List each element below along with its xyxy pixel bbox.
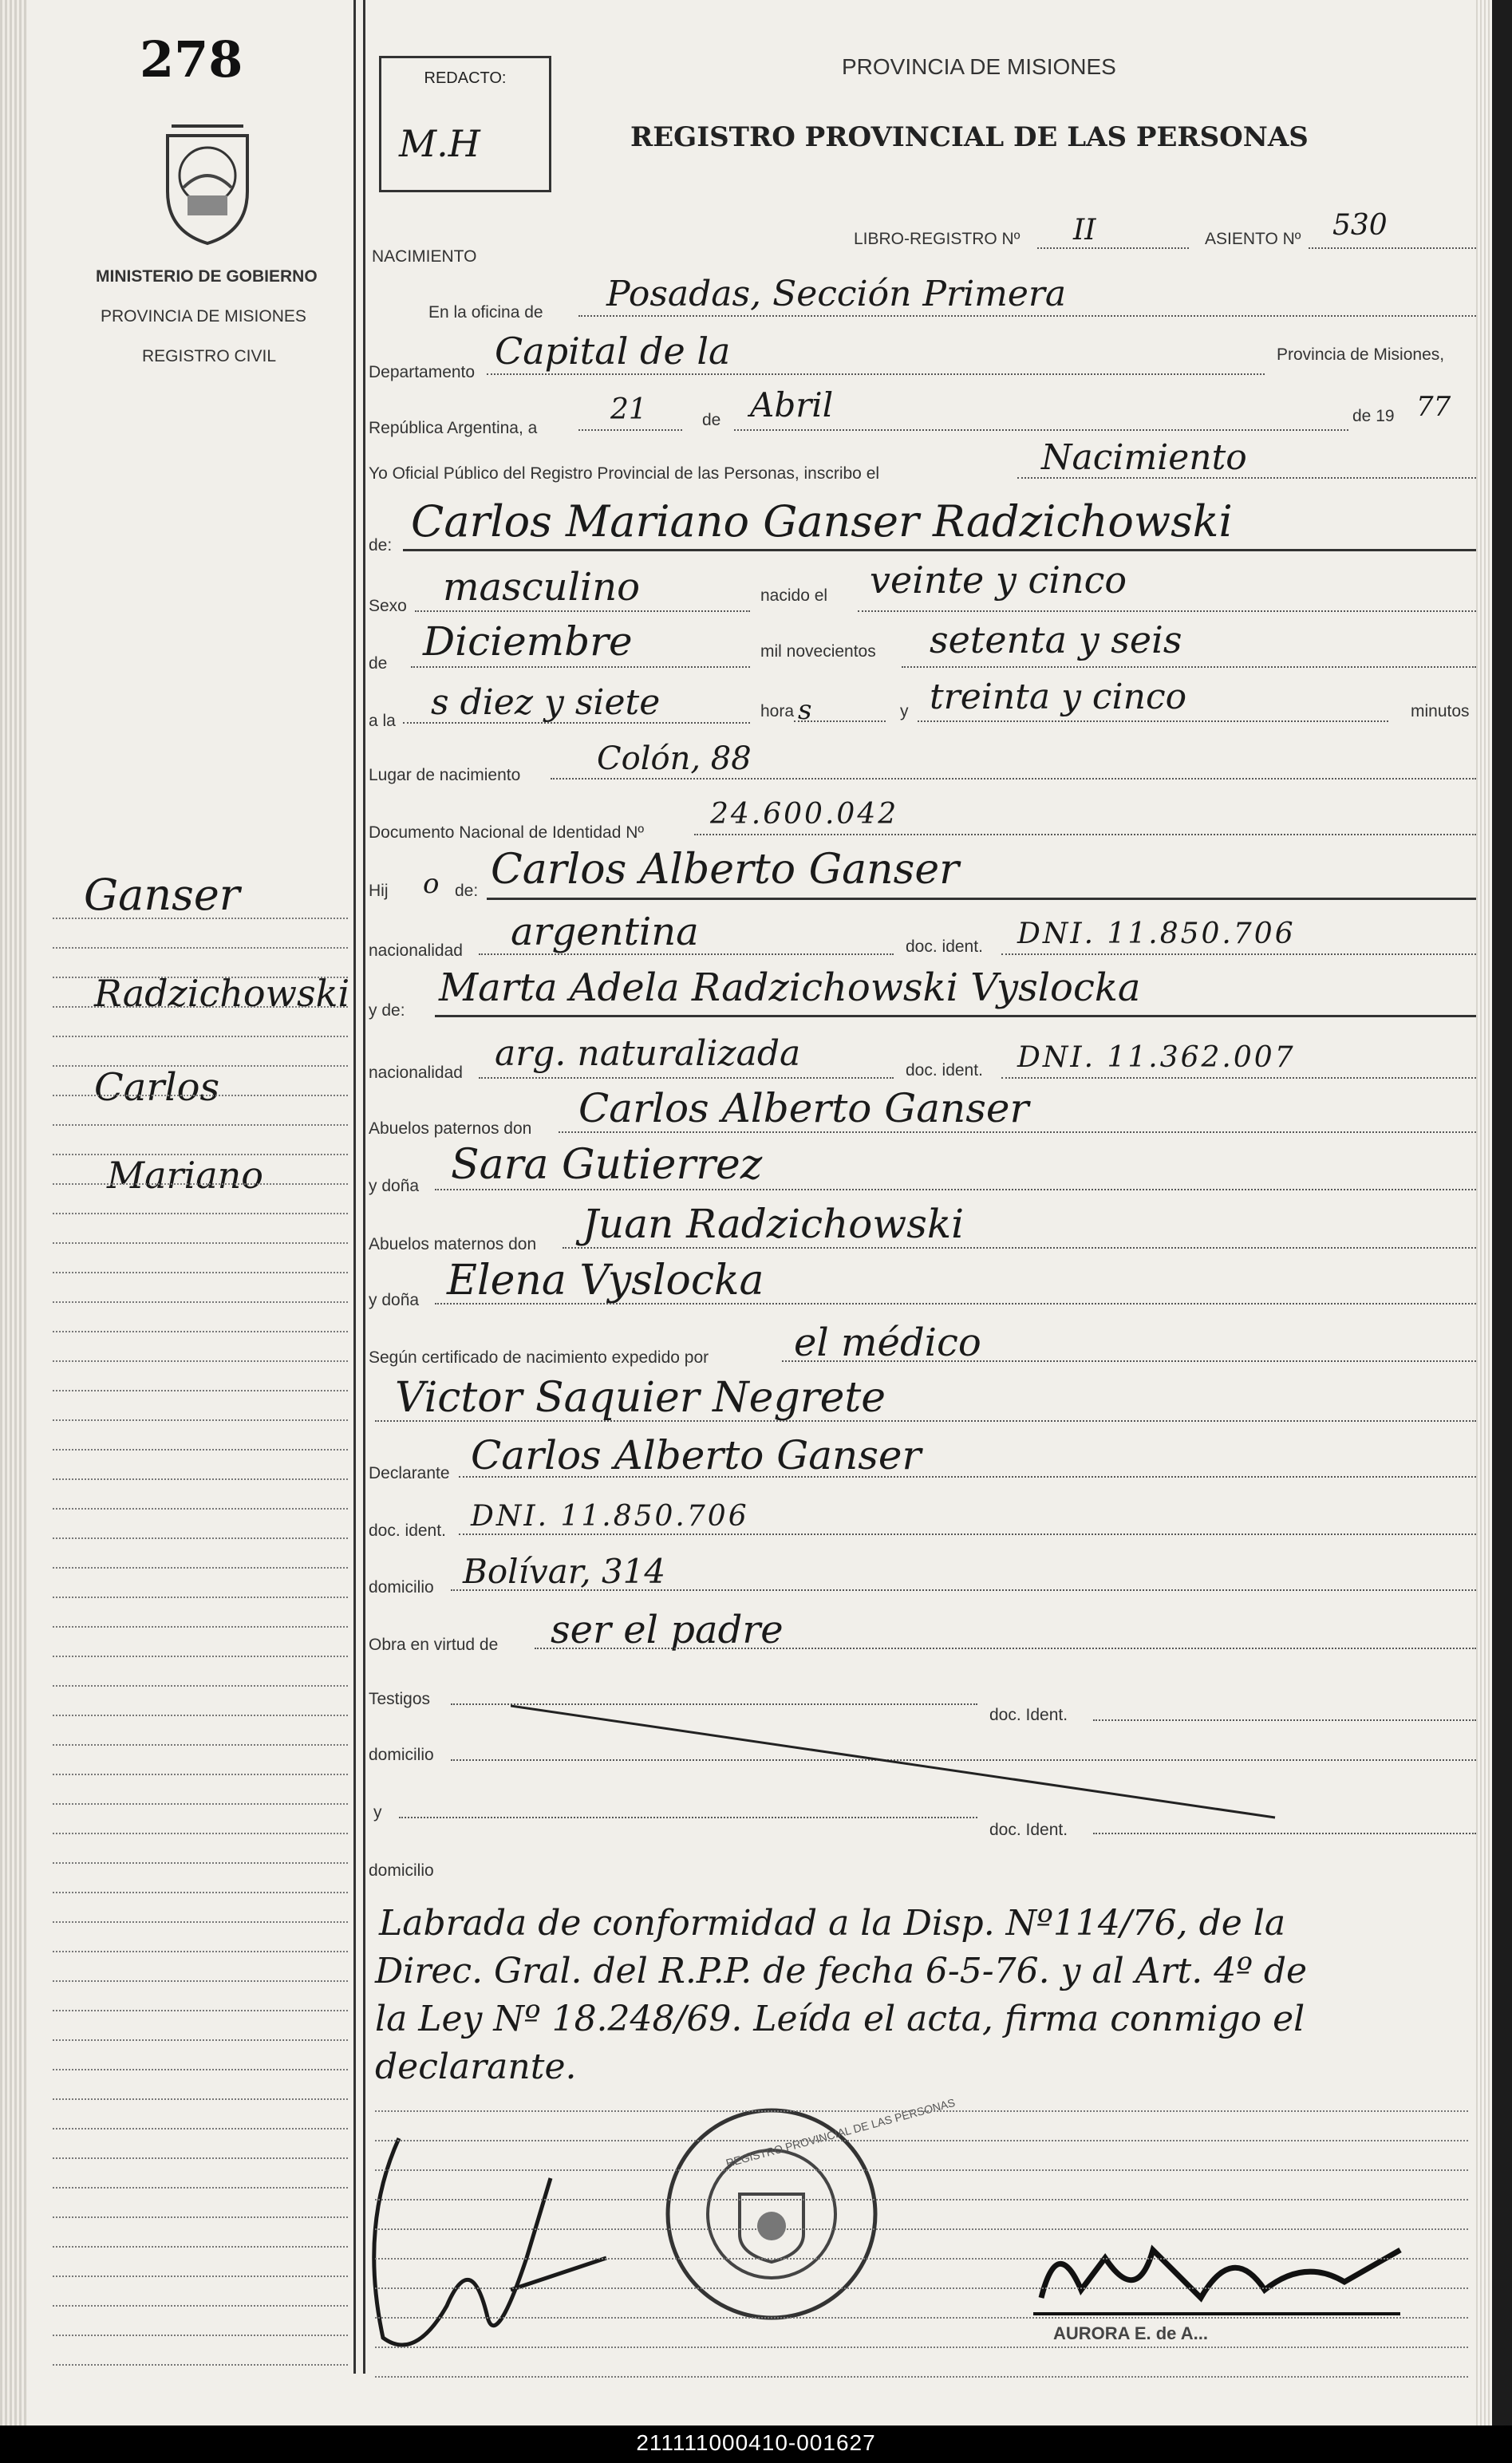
- doc-padre-label: doc. ident.: [906, 937, 983, 956]
- ministerio-label: MINISTERIO DE GOBIERNO: [96, 267, 318, 286]
- margin-ruled-line: [53, 977, 348, 978]
- nacido-label: nacido el: [760, 586, 828, 605]
- margin-ruled-line: [53, 1360, 348, 1362]
- abuela-pat-line: [435, 1189, 1476, 1190]
- notes-ruled-line: [375, 2347, 1468, 2348]
- abuela-pat-value: Sara Gutierrez: [451, 1141, 763, 1189]
- margin-ruled-line: [53, 1715, 348, 1716]
- notes-ruled-line: [375, 2228, 1468, 2230]
- ala-value: s diez y siete: [431, 682, 661, 723]
- nacido-line: [858, 610, 1476, 612]
- sexo-line: [415, 610, 750, 612]
- nac-madre-value: arg. naturalizada: [495, 1033, 801, 1074]
- declarante-line: [459, 1476, 1476, 1478]
- margin-ruled-line: [53, 1774, 348, 1775]
- abuelos-mat-label: Abuelos maternos don: [369, 1235, 537, 1253]
- doc-padre-line: [1001, 953, 1476, 955]
- margin-ruled-line: [53, 1951, 348, 1952]
- margin-ruled-line: [53, 1597, 348, 1598]
- provincia-field-label: Provincia de Misiones,: [1277, 345, 1445, 364]
- left-column-rule: [353, 0, 356, 2374]
- ydona-mat-label: y doña: [369, 1291, 420, 1309]
- stamp-text: REGISTRO PROVINCIAL DE LAS PERSONAS: [724, 2095, 957, 2170]
- lugar-label: Lugar de nacimiento: [369, 766, 521, 784]
- y-label: y: [900, 702, 909, 720]
- doc-madre-label: doc. ident.: [906, 1061, 983, 1080]
- oficial-label: Yo Oficial Público del Registro Provincial de las Personas, inscribo el: [369, 464, 880, 483]
- margin-ruled-line: [53, 1449, 348, 1451]
- departamento-label: Departamento: [369, 363, 476, 381]
- nac-padre-value: argentina: [511, 910, 699, 954]
- testigos-label: Testigos: [369, 1690, 431, 1708]
- nombre-line: [403, 549, 1476, 551]
- padre-value: Carlos Alberto Ganser: [491, 846, 959, 894]
- de-label-2: de:: [369, 536, 393, 555]
- margin-ruled-line: [53, 947, 348, 949]
- margin-given-1: Carlos: [94, 1065, 220, 1110]
- void-strike-line: [511, 1660, 1277, 1819]
- margin-ruled-line: [53, 2216, 348, 2218]
- abuelos-pat-label: Abuelos paternos don: [369, 1119, 532, 1138]
- margin-ruled-line: [53, 2069, 348, 2070]
- doc-madre-value: DNI. 11.362.007: [1017, 1041, 1296, 1074]
- oficial-value: Nacimiento: [1041, 437, 1247, 478]
- form-left-rule: [363, 0, 365, 2374]
- asiento-value: 530: [1332, 209, 1388, 242]
- margin-ruled-line: [53, 2335, 348, 2336]
- anio-value: 77: [1416, 391, 1451, 423]
- page-number: 278: [140, 30, 243, 89]
- margin-ruled-line: [53, 1921, 348, 1923]
- province-heading: PROVINCIA DE MISIONES: [842, 54, 1116, 79]
- dia-line: [578, 429, 682, 431]
- margin-ruled-line: [53, 1036, 348, 1037]
- abuela-mat-line: [435, 1303, 1476, 1305]
- de-label-3: de: [369, 654, 388, 673]
- margin-ruled-line: [53, 1154, 348, 1155]
- de-anio-label: de 19: [1352, 407, 1395, 425]
- domicilio-label: domicilio: [369, 1578, 434, 1597]
- padre-line: [487, 898, 1476, 900]
- doc-madre-line: [1001, 1077, 1476, 1079]
- document-id: 211111000410-001627: [636, 2430, 876, 2455]
- redacto-initials: M.H: [399, 122, 480, 165]
- doc-decl-label: doc. ident.: [369, 1522, 446, 1540]
- dia-value: 21: [610, 393, 647, 426]
- nac-madre-line: [479, 1077, 894, 1079]
- registro-civil-label: REGISTRO CIVIL: [142, 347, 277, 365]
- mes-value: Abril: [750, 385, 834, 424]
- margin-ruled-line: [53, 1803, 348, 1805]
- asiento-label: ASIENTO Nº: [1205, 230, 1301, 248]
- oficial-line: [1017, 477, 1476, 479]
- margin-ruled-line: [53, 2187, 348, 2189]
- margin-ruled-line: [53, 1183, 348, 1185]
- coat-of-arms-icon: [160, 120, 255, 247]
- margin-ruled-line: [53, 1656, 348, 1657]
- departamento-value: Capital de la: [495, 330, 731, 373]
- nac-padre-line: [479, 953, 894, 955]
- declarante-label: Declarante: [369, 1464, 450, 1482]
- margin-ruled-line: [53, 1390, 348, 1391]
- domicilio2-label: domicilio: [369, 1746, 434, 1764]
- note-line-2: Direc. Gral. del R.P.P. de fecha 6-5-76. y al Art. 4º de: [375, 1951, 1308, 1991]
- hora-label: hora: [760, 702, 795, 720]
- margin-ruled-line: [53, 1331, 348, 1332]
- margin-ruled-line: [53, 1980, 348, 1982]
- minutos-label: minutos: [1411, 702, 1470, 720]
- margin-ruled-line: [53, 2246, 348, 2248]
- madre-value: Marta Adela Radzichowski Vyslocka: [439, 965, 1141, 1010]
- notes-ruled-line: [375, 2258, 1468, 2260]
- margin-ruled-line: [53, 1833, 348, 1834]
- republica-label: República Argentina, a: [369, 419, 538, 437]
- official-name-stamp: AURORA E. de A...: [1053, 2323, 1208, 2343]
- margin-ruled-line: [53, 2039, 348, 2041]
- declarant-signature: [351, 2130, 614, 2362]
- obra-label: Obra en virtud de: [369, 1636, 499, 1654]
- notes-ruled-line: [375, 2199, 1468, 2201]
- margin-ruled-line: [53, 2364, 348, 2366]
- abuelo-mat-line: [563, 1247, 1476, 1249]
- medico-value: Victor Saquier Negrete: [395, 1374, 886, 1422]
- redacto-box: [379, 56, 551, 192]
- notes-ruled-line: [375, 2376, 1468, 2378]
- margin-ruled-line: [53, 2276, 348, 2277]
- doc-padre-value: DNI. 11.850.706: [1017, 918, 1296, 950]
- margin-ruled-line: [53, 1537, 348, 1539]
- hij-label: Hij: [369, 882, 389, 900]
- margin-ruled-line: [53, 1744, 348, 1746]
- yde-label: y de:: [369, 1001, 405, 1020]
- libro-label: LIBRO-REGISTRO Nº: [854, 230, 1021, 248]
- domicilio3-label: domicilio: [369, 1861, 434, 1880]
- margin-ruled-line: [53, 1124, 348, 1126]
- minutos-value: treinta y cinco: [930, 677, 1187, 717]
- margin-ruled-line: [53, 1478, 348, 1480]
- registry-title: REGISTRO PROVINCIAL DE LAS PERSONAS: [630, 121, 1309, 153]
- margin-ruled-line: [53, 1685, 348, 1687]
- note-line-4: declarante.: [375, 2047, 577, 2087]
- notes-ruled-line: [375, 2140, 1468, 2141]
- lugar-value: Colón, 88: [597, 740, 752, 777]
- y2-label: y: [373, 1803, 382, 1822]
- de-label: de: [702, 411, 721, 429]
- domicilio-line: [451, 1589, 1476, 1591]
- margin-ruled-line: [53, 1862, 348, 1864]
- margin-ruled-line: [53, 1272, 348, 1273]
- certificado-value: el médico: [794, 1320, 981, 1365]
- abuelo-pat-line: [559, 1131, 1476, 1133]
- ydona-pat-label: y doña: [369, 1177, 420, 1195]
- libro-value: II: [1073, 214, 1096, 247]
- sexo-label: Sexo: [369, 597, 407, 615]
- asiento-line: [1309, 247, 1476, 249]
- dni-line: [694, 834, 1476, 835]
- margin-ruled-line: [53, 1242, 348, 1244]
- oficina-value: Posadas, Sección Primera: [606, 274, 1067, 314]
- section-label: NACIMIENTO: [372, 247, 477, 266]
- nombre-value: Carlos Mariano Ganser Radzichowski: [411, 496, 1233, 547]
- margin-surname-2: Radzichowski: [94, 972, 350, 1015]
- doc-decl-value: DNI. 11.850.706: [471, 1500, 749, 1533]
- margin-ruled-line: [53, 1095, 348, 1096]
- registry-stamp: [664, 2106, 879, 2322]
- page-stack-edge: [1476, 0, 1492, 2426]
- oficina-line: [578, 315, 1476, 317]
- notes-ruled-line: [375, 2287, 1468, 2289]
- notes-ruled-line: [375, 2169, 1468, 2171]
- margin-ruled-line: [53, 2305, 348, 2307]
- note-line-1: Labrada de conformidad a la Disp. Nº114/76, de la: [379, 1903, 1286, 1944]
- margin-ruled-line: [53, 2128, 348, 2129]
- dni-label: Documento Nacional de Identidad Nº: [369, 823, 645, 842]
- oficina-label: En la oficina de: [428, 303, 543, 322]
- abuela-mat-value: Elena Vyslocka: [447, 1257, 764, 1305]
- sexo-value: masculino: [443, 565, 641, 610]
- margin-ruled-line: [53, 1567, 348, 1569]
- margin-ruled-line: [53, 918, 348, 919]
- ala-label: a la: [369, 712, 396, 730]
- medico-line: [375, 1420, 1476, 1422]
- minutos-line: [918, 720, 1388, 722]
- nacido-value: veinte y cinco: [870, 559, 1127, 602]
- testigos-doc-label: doc. Ident.: [989, 1706, 1068, 1724]
- mil-line: [902, 666, 1476, 668]
- provincia-label: PROVINCIA DE MISIONES: [101, 307, 306, 326]
- abuelo-pat-value: Carlos Alberto Ganser: [578, 1085, 1029, 1131]
- declarante-value: Carlos Alberto Ganser: [471, 1432, 922, 1478]
- margin-ruled-line: [53, 2157, 348, 2159]
- doc-decl-line: [459, 1533, 1476, 1535]
- margin-ruled-line: [53, 1301, 348, 1303]
- margin-ruled-line: [53, 1626, 348, 1628]
- departamento-line: [487, 373, 1265, 375]
- margin-ruled-line: [53, 2010, 348, 2011]
- obra-line: [535, 1648, 1476, 1649]
- notes-ruled-line: [375, 2317, 1468, 2319]
- margin-ruled-line: [53, 1892, 348, 1893]
- note-line-3: la Ley Nº 18.248/69. Leída el acta, firma conmigo el: [375, 1999, 1305, 2039]
- hij-de-label: de:: [455, 882, 479, 900]
- dni-value: 24.600.042: [710, 798, 899, 831]
- margin-surname-1: Ganser: [84, 870, 240, 920]
- nac-madre-label: nacionalidad: [369, 1064, 463, 1082]
- mes-nac-value: Diciembre: [423, 618, 633, 665]
- hij-value: o: [423, 868, 440, 900]
- domicilio-value: Bolívar, 314: [463, 1552, 666, 1591]
- mes-line: [734, 429, 1348, 431]
- lugar-line: [551, 778, 1476, 780]
- abuelo-mat-value: Juan Radzichowski: [582, 1201, 965, 1247]
- obra-value: ser el padre: [551, 1608, 784, 1652]
- certificado-line: [782, 1360, 1476, 1362]
- hora-value: s: [798, 694, 812, 726]
- certificado-label: Según certificado de nacimiento expedido por: [369, 1348, 709, 1367]
- madre-line: [435, 1015, 1476, 1017]
- hora-line: [794, 720, 886, 722]
- margin-ruled-line: [53, 1065, 348, 1067]
- mes-nac-line: [411, 666, 750, 668]
- redacto-label: REDACTO:: [424, 69, 507, 87]
- margin-ruled-line: [53, 1006, 348, 1008]
- notes-ruled-line: [375, 2110, 1468, 2112]
- margin-ruled-line: [53, 2098, 348, 2100]
- margin-given-2: Mariano: [107, 1154, 263, 1197]
- book-edge: [0, 0, 27, 2426]
- nac-padre-label: nacionalidad: [369, 941, 463, 960]
- margin-ruled-line: [53, 1419, 348, 1421]
- y2-doc-line: [1093, 1833, 1476, 1834]
- margin-ruled-line: [53, 1508, 348, 1510]
- libro-line: [1037, 247, 1189, 249]
- y2-doc-label: doc. Ident.: [989, 1821, 1068, 1839]
- margin-ruled-line: [53, 1213, 348, 1214]
- mil-label: mil novecientos: [760, 642, 876, 661]
- mil-value: setenta y seis: [930, 618, 1182, 661]
- ala-line: [403, 722, 750, 724]
